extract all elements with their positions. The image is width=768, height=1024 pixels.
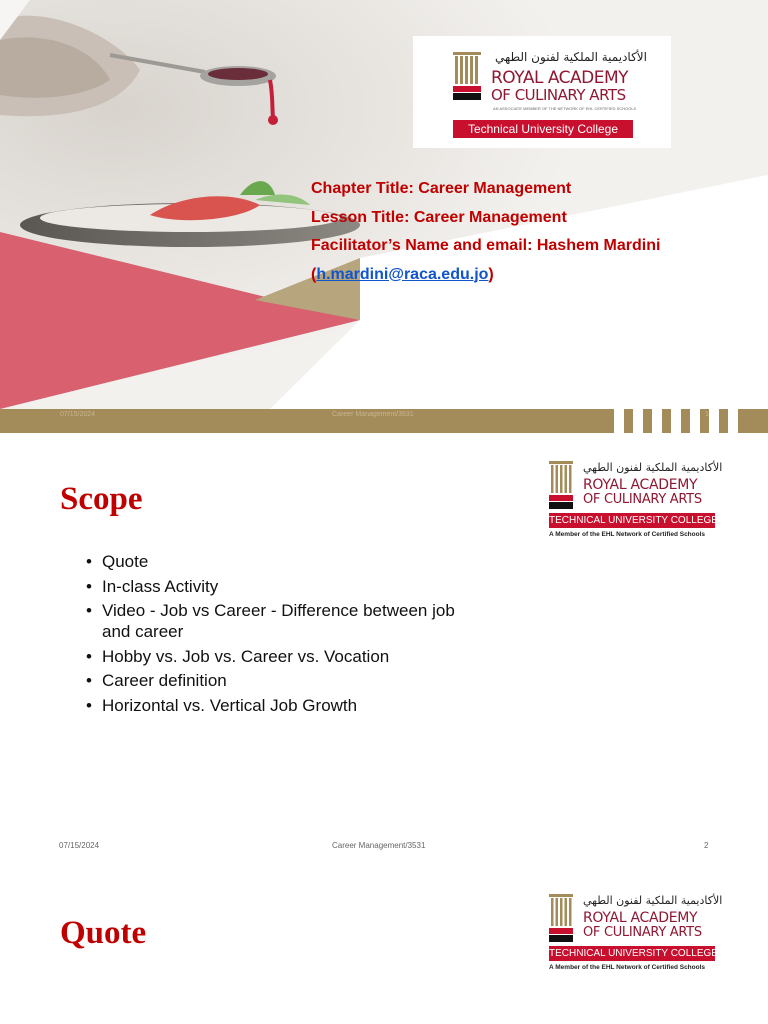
logo-member-text: A Member of the EHL Network of Certified Schools	[549, 531, 706, 538]
scope-bullet-list	[86, 551, 466, 719]
logo-arabic-text: الأكاديمية الملكية لفنون الطهي	[583, 894, 723, 907]
scope-slide	[0, 433, 768, 867]
email-link[interactable]: h.mardini@raca.edu.jo	[316, 265, 489, 283]
decorative-stripes	[614, 409, 738, 433]
logo-name-line2: OF CULINARY ARTS	[583, 492, 702, 507]
facilitator-line: Facilitator’s Name and email: Hashem Mardini	[311, 237, 661, 254]
logo-name-line2: OF CULINARY ARTS	[583, 925, 702, 940]
raca-logo	[549, 461, 724, 546]
footer-course: Career Management/3531	[332, 841, 426, 850]
footer-page-number: 1	[705, 411, 709, 418]
slide-title: Scope	[60, 481, 143, 517]
footer-date: 07/15/2024	[59, 841, 100, 850]
title-slide-info	[311, 175, 660, 289]
logo-member-text: A Member of the EHL Network of Certified Schools	[549, 964, 706, 971]
email-close-paren: )	[488, 265, 494, 283]
raca-logo	[549, 894, 724, 979]
logo-band: TECHNICAL UNIVERSITY COLLEGE	[549, 515, 718, 526]
list-item: • Horizontal vs. Vertical Job Growth	[86, 695, 466, 716]
slide-title: Quote	[60, 915, 147, 951]
logo-tagline: AN ASSOCIATE MEMBER OF THE NETWORK OF EHL CERTIFIED SCHOOLS	[493, 106, 637, 111]
quote-slide	[0, 867, 768, 1024]
pillars-icon	[549, 461, 573, 509]
list-item: • Career definition	[86, 670, 466, 691]
logo-arabic-text: الأكاديمية الملكية لفنون الطهي	[495, 50, 647, 64]
logo-band: Technical University College	[453, 120, 633, 138]
footer-date: 07/15/2024	[60, 411, 96, 418]
list-item: • Quote	[86, 551, 466, 572]
title-slide	[0, 0, 768, 433]
list-item: • In-class Activity	[86, 576, 466, 597]
logo-arabic-text: الأكاديمية الملكية لفنون الطهي	[583, 461, 723, 474]
footer-course: Career Management/3531	[332, 411, 414, 418]
pillars-icon	[549, 894, 573, 942]
raca-logo	[413, 36, 671, 148]
email-line	[311, 261, 660, 290]
logo-name-line1: ROYAL ACADEMY	[583, 477, 698, 493]
footer-page-number: 2	[704, 841, 709, 850]
lesson-title: Lesson Title: Career Management	[311, 208, 567, 226]
logo-name-line1: ROYAL ACADEMY	[491, 68, 629, 88]
list-item: • Video - Job vs Career - Difference between job and career	[86, 600, 466, 642]
list-item: • Hobby vs. Job vs. Career vs. Vocation	[86, 646, 466, 667]
logo-name-line1: ROYAL ACADEMY	[583, 910, 698, 926]
pillars-icon	[453, 52, 481, 100]
email-open-paren: (	[311, 265, 317, 283]
chapter-title: Chapter Title: Career Management	[311, 180, 572, 197]
logo-name-line2: OF CULINARY ARTS	[491, 86, 626, 104]
logo-band: TECHNICAL UNIVERSITY COLLEGE	[549, 948, 718, 959]
